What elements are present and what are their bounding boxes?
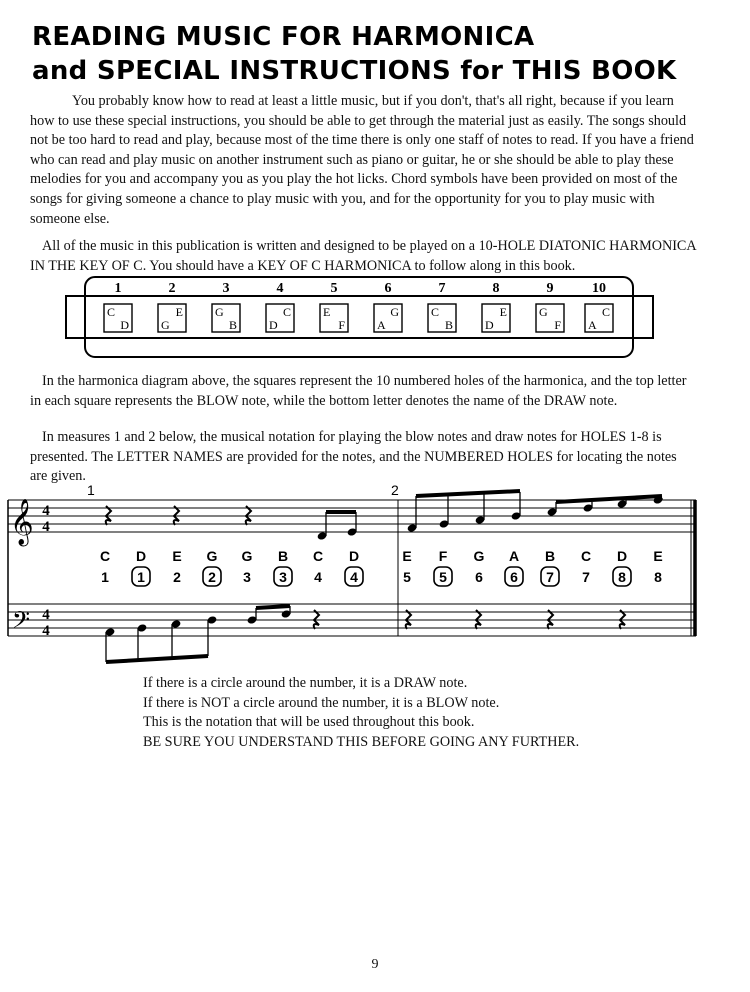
blow-note-letter: C: [601, 305, 610, 319]
note-label-13: [541, 548, 559, 586]
note-label-4: [203, 548, 221, 586]
measure-number-2: 2: [391, 482, 399, 498]
blow-note-letter: E: [175, 305, 183, 319]
page-title-line-1: READING MUSIC FOR HARMONICA: [32, 22, 535, 52]
blow-note-letter: G: [215, 305, 224, 319]
legend-warning-line: BE SURE YOU UNDERSTAND THIS BEFORE GOING ANY FURTHER.: [143, 733, 580, 750]
note-label-7: [313, 548, 323, 585]
hole-number: 8: [654, 569, 662, 585]
diagram-explanation-paragraph: In the harmonica diagram above, the squares represent the 10 numbered holes of the harmonica, and the top letter in each square represents the BLOW note, while the bottom letter denotes the name of the DRAW note.: [30, 373, 687, 409]
hole-number: 3: [222, 281, 230, 296]
note-letter-name: A: [508, 548, 520, 564]
note-letter-name: C: [580, 548, 592, 564]
harmonica-key-paragraph: All of the music in this publication is written and designed to be played on a 10-HOLE DIATONIC HARMONICA IN THE KEY OF C. You should have a KEY OF C HARMONICA to follow along in this book.: [30, 238, 696, 274]
blow-note-letter: E: [323, 305, 331, 319]
note-letter-name: F: [438, 548, 448, 564]
hole-number: 6: [475, 569, 483, 585]
note-letter-name: D: [135, 548, 147, 564]
hole-number: 5: [330, 281, 338, 296]
page-number: 9: [371, 957, 379, 972]
beam: [556, 496, 662, 502]
draw-note-letter: F: [338, 318, 345, 332]
treble-time-sig-bottom: 4: [42, 519, 50, 535]
note-label-9: [402, 548, 411, 585]
draw-note-letter: D: [120, 318, 129, 332]
hole-number: 3: [279, 569, 287, 585]
note-label-5: [242, 548, 253, 585]
intro-paragraph: You probably know how to read at least a little music, but if you don't, that's all right, because if you learn how to use these special instructions, you should be able to get through the material just as easily. The songs should not be too hard to read and play, because most of the time there is only one staff of notes to read. If you have a friend who can read and play music on another instrument such as piano or guitar, he or she should be able to play these melodies for you and accompany you as you play the hot licks. Chord symbols have been provided on most of the songs for giving someone a chance to play music with you, and for the opportunity for you to play music with someone else.: [30, 93, 694, 227]
draw-note-letter: A: [588, 318, 597, 332]
note-label-6: [274, 548, 292, 586]
hole-number: 1: [137, 569, 145, 585]
note-letter-name: G: [473, 548, 485, 564]
note-label-8: [345, 548, 363, 586]
note-label-16: [653, 548, 662, 585]
blow-note-letter: C: [282, 305, 291, 319]
blow-note-letter: G: [539, 305, 548, 319]
note-label-11: [474, 548, 485, 585]
hole-number: 7: [438, 281, 446, 296]
treble-time-sig-top: 4: [42, 503, 50, 519]
draw-note-letter: G: [161, 318, 170, 332]
hole-number: 2: [173, 569, 181, 585]
hole-number: 10: [592, 281, 606, 296]
note-label-2: [132, 548, 150, 586]
hole-number: 5: [403, 569, 411, 585]
hole-number: 7: [546, 569, 554, 585]
hole-number: 3: [243, 569, 251, 585]
note-letter-name: D: [616, 548, 628, 564]
treble-clef-icon: 𝄞: [10, 499, 34, 545]
notation-legend: [143, 674, 579, 752]
hole-number: 2: [168, 281, 176, 296]
note-letter-name: E: [172, 548, 182, 564]
hole-number: 6: [510, 569, 518, 585]
bass-time-sig-top: 4: [42, 607, 50, 623]
draw-note-letter: B: [444, 318, 453, 332]
hole-number: 7: [582, 569, 590, 585]
hole-number: 1: [101, 569, 109, 585]
hole-number: 8: [618, 569, 626, 585]
hole-number: 4: [314, 569, 322, 585]
blow-note-letter: C: [107, 305, 116, 319]
hole-number: 4: [276, 281, 284, 296]
hole-number: 1: [114, 281, 122, 296]
note-letter-name: B: [544, 548, 556, 564]
note-letter-name: G: [206, 548, 218, 564]
blow-note-letter: E: [499, 305, 507, 319]
note-letter-name: C: [312, 548, 324, 564]
measure-number-1: 1: [87, 482, 95, 498]
note-letter-name: E: [402, 548, 412, 564]
note-label-12: [505, 548, 523, 586]
beam: [256, 606, 290, 608]
legend-usage-line: This is the notation that will be used throughout this book.: [143, 714, 475, 731]
blow-note-letter: C: [431, 305, 440, 319]
page-title-line-2: and SPECIAL INSTRUCTIONS for THIS BOOK: [32, 56, 677, 86]
legend-blow-line: If there is NOT a circle around the number, it is a BLOW note.: [143, 694, 500, 711]
note-letter-name: E: [653, 548, 663, 564]
blow-note-letter: G: [390, 305, 399, 319]
note-letter-name: C: [99, 548, 111, 564]
beam: [106, 656, 208, 662]
hole-number: 4: [350, 569, 358, 585]
legend-draw-line: If there is a circle around the number, it is a DRAW note.: [143, 675, 468, 691]
measures-explanation-paragraph: In measures 1 and 2 below, the musical notation for playing the blow notes and draw notes for HOLES 1-8 is presented. The LETTER NAMES are provided for the notes, and the NUMBERED HOLES for locating the notes are given.: [30, 429, 677, 485]
note-label-3: [172, 548, 181, 585]
note-label-14: [581, 548, 591, 585]
draw-note-letter: D: [269, 318, 278, 332]
note-letter-name: B: [277, 548, 289, 564]
note-letter-name: D: [348, 548, 360, 564]
hole-number: 8: [492, 281, 500, 296]
note-label-15: [613, 548, 631, 586]
bass-clef-icon: 𝄢: [12, 606, 31, 639]
note-label-1: [100, 548, 110, 585]
draw-note-letter: B: [228, 318, 237, 332]
note-label-10: [434, 548, 452, 586]
hole-number: 5: [439, 569, 447, 585]
hole-number: 9: [546, 281, 554, 296]
hole-number: 2: [208, 569, 216, 585]
bass-time-sig-bottom: 4: [42, 623, 50, 639]
note-letter-name: G: [241, 548, 253, 564]
draw-note-letter: A: [377, 318, 386, 332]
draw-note-letter: D: [485, 318, 494, 332]
beam: [416, 491, 520, 496]
draw-note-letter: F: [554, 318, 561, 332]
hole-number: 6: [384, 281, 392, 296]
